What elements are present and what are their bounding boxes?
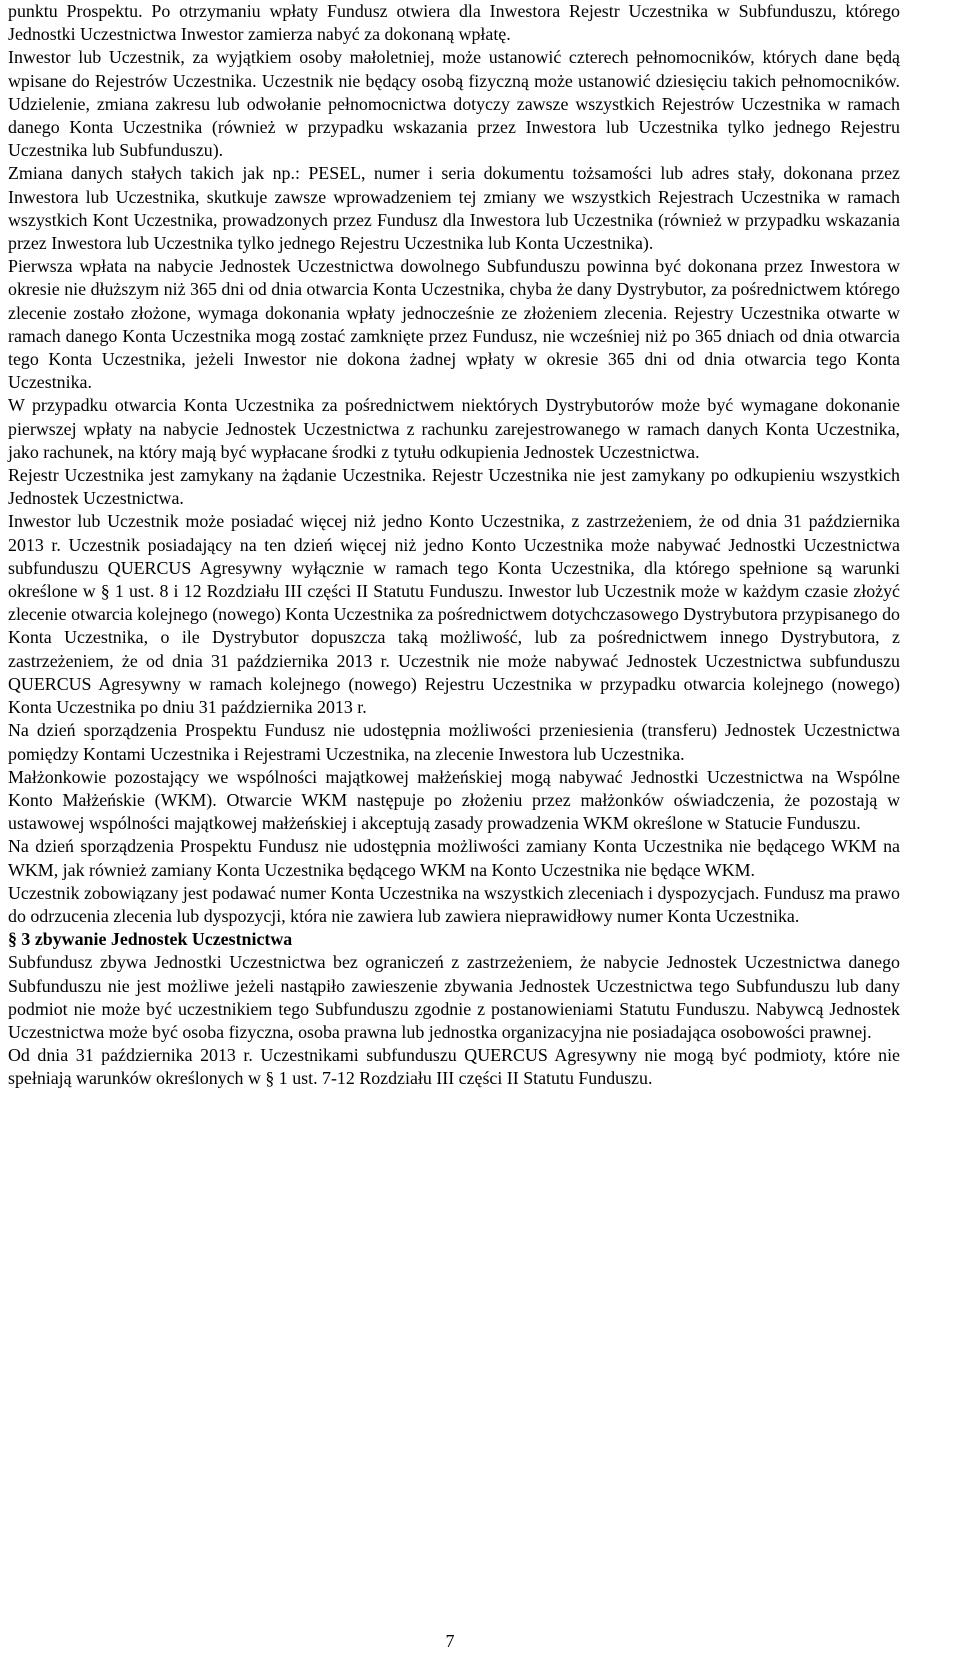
document-body bbox=[8, 0, 900, 1091]
paragraph: Rejestr Uczestnika jest zamykany na żądanie Uczestnika. Rejestr Uczestnika nie jest zamykany po odkupieniu wszystkich Jednostek Uczestnictwa. bbox=[8, 465, 900, 509]
paragraph: W przypadku otwarcia Konta Uczestnika za pośrednictwem niektórych Dystrybutorów może być wymagane dokonanie pierwszej wpłaty na nabycie Jednostek Uczestnictwa z rachunku zarejestrowanego w ramach danych Konta Uczestnika, jako rachunek, na który mają być wypłacane środki z tytułu odkupienia Jednostek Uczestnictwa. bbox=[8, 395, 900, 462]
paragraph: Małżonkowie pozostający we wspólności majątkowej małżeńskiej mogą nabywać Jednostki Uczestnictwa na Wspólne Konto Małżeńskie (WKM). Otwarcie WKM następuje po złożeniu przez małżonków oświadczenia, że pozostają w ustawowej wspólności majątkowej małżeńskiej i akceptują zasady prowadzenia WKM określone w Statucie Funduszu. bbox=[8, 766, 900, 834]
page-number: 7 bbox=[445, 1631, 455, 1651]
paragraph: Zmiana danych stałych takich jak np.: PESEL, numer i seria dokumentu tożsamości lub adres stały, dokonana przez Inwestora lub Uczestnika, skutkuje zawsze wprowadzeniem tej zmiany we wszystkich Rejestrach Uczestnika w ramach wszystkich Kont Uczestnika, prowadzonych przez Fundusz dla Inwestora lub Uczestnika (również w przypadku wskazania przez Inwestora lub Uczestnika tylko jednego Rejestru Uczestnika lub Konta Uczestnika). bbox=[8, 163, 900, 254]
paragraph: Pierwsza wpłata na nabycie Jednostek Uczestnictwa dowolnego Subfunduszu powinna być dokonana przez Inwestora w okresie nie dłuższym niż 365 dni od dnia otwarcia Konta Uczestnika, chyba że dany Dystrybutor, za pośrednictwem którego zlecenie zostało złożone, wymaga dokonania wpłaty jednocześnie ze złożeniem zlecenia. Rejestry Uczestnika otwarte w ramach danego Konta Uczestnika mogą zostać zamknięte przez Fundusz, nie wcześniej niż po 365 dniach od dnia otwarcia tego Konta Uczestnika, jeżeli Inwestor nie dokona żadnej wpłaty w okresie 365 dni od dnia otwarcia tego Konta Uczestnika. bbox=[8, 256, 900, 393]
paragraph: Inwestor lub Uczestnik może posiadać więcej niż jedno Konto Uczestnika, z zastrzeżeniem, że od dnia 31 października 2013 r. Uczestnik posiadający na ten dzień więcej niż jedno Konto Uczestnika może nabywać Jednostki Uczestnictwa subfunduszu QUERCUS Agresywny wyłącznie w ramach tego Konta Uczestnika, dla którego spełnione są warunki określone w § 1 ust. 8 i 12 Rozdziału III części II Statutu Funduszu. Inwestor lub Uczestnik może w każdym czasie złożyć zlecenie otwarcia kolejnego (nowego) Konta Uczestnika za pośrednictwem dotychczasowego Dystrybutora przypisanego do Konta Uczestnika, o ile Dystrybutor dopuszcza taką możliwość, lub za pośrednictwem innego Dystrybutora, z zastrzeżeniem, że od dnia 31 października 2013 r. Uczestnik nie może nabywać Jednostek Uczestnictwa subfunduszu QUERCUS Agresywny w ramach kolejnego (nowego) Rejestru Uczestnika w przypadku otwarcia kolejnego (nowego) Konta Uczestnika po dniu 31 października 2013 r. bbox=[8, 511, 900, 718]
section-heading: § 3 zbywanie Jednostek Uczestnictwa bbox=[8, 929, 293, 950]
paragraph: Na dzień sporządzenia Prospektu Fundusz nie udostępnia możliwości zamiany Konta Uczestnika nie będącego WKM na WKM, jak również zamiany Konta Uczestnika będącego WKM na Konto Uczestnika nie będące WKM. bbox=[8, 836, 900, 880]
paragraph: Uczestnik zobowiązany jest podawać numer Konta Uczestnika na wszystkich zleceniach i dyspozycjach. Fundusz ma prawo do odrzucenia zlecenia lub dyspozycji, która nie zawiera lub zawiera nieprawidłowy numer Konta Uczestnika. bbox=[8, 882, 900, 926]
paragraph: Na dzień sporządzenia Prospektu Fundusz nie udostępnia możliwości przeniesienia (transferu) Jednostek Uczestnictwa pomiędzy Kontami Uczestnika i Rejestrami Uczestnika, na zlecenie Inwestora lub Uczestnika. bbox=[8, 720, 900, 764]
paragraph: Inwestor lub Uczestnik, za wyjątkiem osoby małoletniej, może ustanowić czterech pełnomocników, których dane będą wpisane do Rejestrów Uczestnika. Uczestnik nie będący osobą fizyczną może ustanowić dziesięciu takich pełnomocników. Udzielenie, zmiana zakresu lub odwołanie pełnomocnictwa dotyczy zawsze wszystkich Rejestrów Uczestnika w ramach danego Konta Uczestnika (również w przypadku wskazania przez Inwestora lub Uczestnika tylko jednego Rejestru Uczestnika lub Subfunduszu). bbox=[8, 47, 900, 161]
paragraph: punktu Prospektu. Po otrzymaniu wpłaty Fundusz otwiera dla Inwestora Rejestr Uczestnika w Subfunduszu, którego Jednostki Uczestnictwa Inwestor zamierza nabyć za dokonaną wpłatę. bbox=[8, 1, 900, 45]
paragraph: Subfundusz zbywa Jednostki Uczestnictwa bez ograniczeń z zastrzeżeniem, że nabycie Jednostek Uczestnictwa danego Subfunduszu nie jest możliwe jeżeli nastąpiło zawieszenie zbywania Jednostek Uczestnictwa tego Subfunduszu lub dany podmiot nie może być uczestnikiem tego Subfunduszu zgodnie z postanowieniami Statutu Funduszu. Nabywcą Jednostek Uczestnictwa może być osoba fizyczna, osoba prawna lub jednostka organizacyjna nie posiadająca osobowości prawnej. bbox=[8, 952, 900, 1042]
paragraph: Od dnia 31 października 2013 r. Uczestnikami subfunduszu QUERCUS Agresywny nie mogą być podmioty, które nie spełniają warunków określonych w § 1 ust. 7-12 Rozdziału III części II Statutu Funduszu. bbox=[8, 1045, 900, 1089]
